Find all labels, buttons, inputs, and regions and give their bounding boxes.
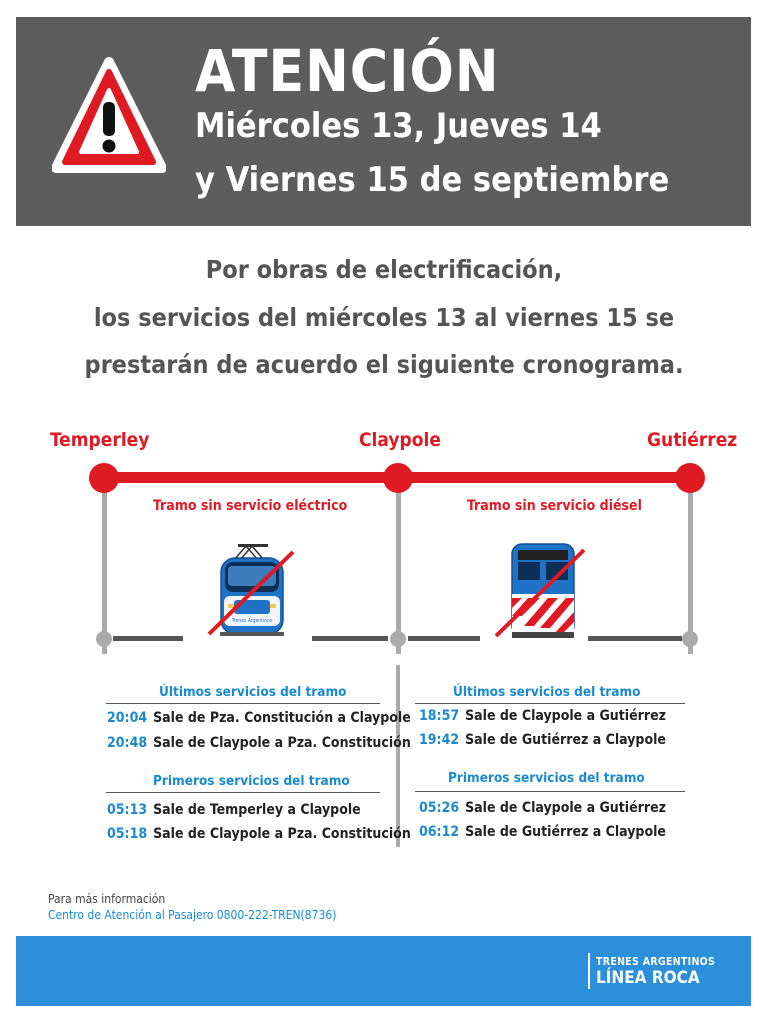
brand-linea-roca: LÍNEA ROCA: [596, 968, 700, 988]
contact-center-link[interactable]: Centro de Atención al Pasajero 0800-222-TREN(8736): [48, 908, 337, 922]
brand-divider: [588, 953, 590, 989]
intro-line3: prestarán de acuerdo el siguiente cronograma.: [84, 350, 684, 379]
line-diagram: [0, 455, 768, 670]
segment-no-diesel-label: Tramo sin servicio diésel: [467, 498, 642, 514]
alert-title: ATENCIÓN: [195, 37, 500, 105]
intro-line2: los servicios del miércoles 13 al viernes 15 se: [93, 303, 675, 332]
right-last-row-1: 18:57 Sale de Claypole a Gutiérrez: [419, 708, 666, 724]
left-last-rule: [106, 703, 380, 704]
brand-trenes-argentinos: TRENES ARGENTINOS: [596, 956, 716, 968]
station-claypole: Claypole: [359, 429, 441, 451]
electric-train-label: Trenes Argentinos: [231, 618, 273, 624]
left-first-row-1: 05:13 Sale de Temperley a Claypole: [107, 802, 361, 818]
station-temperley: Temperley: [50, 429, 150, 451]
alert-dates-line2: y Viernes 15 de septiembre: [195, 160, 670, 200]
more-info-label: Para más información: [48, 892, 166, 906]
right-first-row-2: 06:12 Sale de Gutiérrez a Claypole: [419, 824, 666, 840]
left-first-rule: [106, 792, 380, 793]
left-first-services-title: Primeros servicios del tramo: [153, 773, 350, 789]
electric-train-icon: [200, 538, 305, 642]
right-first-row-1: 05:26 Sale de Claypole a Gutiérrez: [419, 800, 666, 816]
warning-icon: [52, 56, 166, 182]
station-gutierrez: Gutiérrez: [647, 429, 738, 451]
schedule-divider: [396, 665, 400, 847]
right-last-row-2: 19:42 Sale de Gutiérrez a Claypole: [419, 732, 666, 748]
diesel-locomotive-icon: [492, 540, 590, 642]
alert-dates-line1: Miércoles 13, Jueves 14: [195, 106, 602, 146]
left-last-row-1: 20:04 Sale de Pza. Constitución a Claypole: [107, 710, 411, 726]
right-last-services-title: Últimos servicios del tramo: [453, 684, 641, 700]
right-first-rule: [415, 791, 685, 792]
left-first-row-2: 05:18 Sale de Claypole a Pza. Constitución: [107, 826, 411, 842]
right-last-rule: [415, 703, 685, 704]
left-last-services-title: Últimos servicios del tramo: [159, 684, 347, 700]
right-first-services-title: Primeros servicios del tramo: [448, 770, 645, 786]
intro-line1: Por obras de electrificación,: [205, 255, 563, 284]
segment-no-electric-label: Tramo sin servicio eléctrico: [153, 498, 348, 514]
left-last-row-2: 20:48 Sale de Claypole a Pza. Constitución: [107, 735, 411, 751]
